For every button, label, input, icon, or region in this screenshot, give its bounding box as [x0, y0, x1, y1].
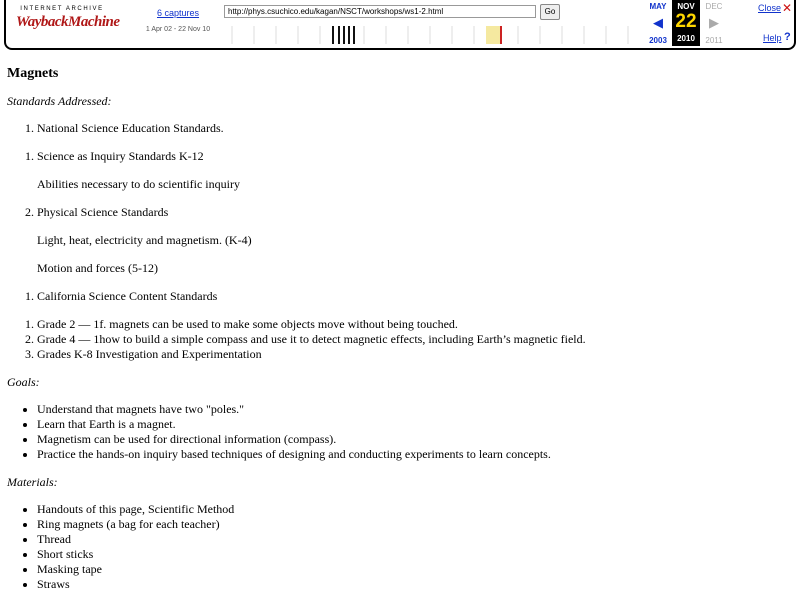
- list-item: • Thread: [37, 532, 787, 547]
- list-item: • Practice the hands-on inquiry based techniques of designing and conducting experiments to learn concepts.: [37, 447, 787, 462]
- current-year-highlight: [486, 26, 500, 44]
- go-button[interactable]: Go: [540, 4, 560, 20]
- prev-month[interactable]: MAY: [649, 2, 667, 11]
- close-icon[interactable]: ✕: [782, 1, 793, 15]
- current-capture-marker: [500, 26, 502, 44]
- next-month: DEC: [705, 2, 723, 11]
- list-item: • Handouts of this page, Scientific Method: [37, 502, 787, 517]
- capture-bar: [353, 26, 355, 44]
- capture-sparkline[interactable]: [222, 24, 642, 46]
- page-content: [7, 60, 787, 592]
- next-arrow-icon: ▶: [709, 15, 719, 30]
- list-item: • Magnetism can be used for directional information (compass).: [37, 432, 787, 447]
- sub-item: Abilities necessary to do scientific inquiry: [37, 177, 240, 191]
- nse-list-continued: [7, 205, 787, 220]
- capture-bar: [332, 26, 334, 44]
- capture-bar: [343, 26, 345, 44]
- list-item: 1. National Science Education Standards.: [37, 121, 787, 136]
- month-navigator: [642, 0, 732, 48]
- next-year: 2011: [705, 36, 723, 45]
- list-item: • Understand that magnets have two "poles.": [37, 402, 787, 417]
- wayback-logo[interactable]: [16, 6, 120, 40]
- list-item: 2. Physical Science Standards: [37, 205, 787, 220]
- list-item: 1. California Science Content Standards: [37, 289, 787, 304]
- logo-top-text: INTERNET ARCHIVE: [20, 6, 104, 12]
- list-item: 1. Grade 2 — 1f. magnets can be used to make some objects move without being touched.: [37, 317, 787, 332]
- materials-list: [7, 502, 787, 592]
- materials-heading: Materials:: [7, 475, 58, 489]
- captures-link[interactable]: 6 captures: [156, 8, 200, 18]
- url-input[interactable]: [224, 5, 536, 18]
- capture-bar: [348, 26, 350, 44]
- current-year: 2010: [677, 34, 695, 43]
- list-item: • Masking tape: [37, 562, 787, 577]
- current-day: 22: [675, 11, 697, 32]
- current-capture: [672, 0, 700, 46]
- standards-list: [7, 121, 787, 136]
- standards-heading: Standards Addressed:: [7, 94, 112, 108]
- list-item: 2. Grade 4 — 1how to build a simple compass and use it to detect magnetic effects, including Earth’s magnetic field.: [37, 332, 787, 347]
- current-month: NOV: [677, 2, 695, 11]
- prev-year[interactable]: 2003: [649, 36, 667, 45]
- sub-item: Motion and forces (5-12): [37, 261, 158, 275]
- close-link[interactable]: Close: [758, 3, 782, 13]
- capture-bar: [338, 26, 340, 44]
- ca-standards-list: [7, 317, 787, 362]
- capture-range: 1 Apr 02 - 22 Nov 10: [145, 26, 211, 33]
- goals-list: [7, 402, 787, 462]
- prev-capture[interactable]: [644, 0, 672, 48]
- sub-item: Light, heat, electricity and magnetism. (K-4): [37, 233, 252, 247]
- list-item: • Learn that Earth is a magnet.: [37, 417, 787, 432]
- ca-heading-list: [7, 289, 787, 304]
- help-icon[interactable]: ?: [784, 31, 791, 43]
- nse-list: [7, 149, 787, 164]
- goals-heading: Goals:: [7, 375, 40, 389]
- page-title: Magnets: [7, 66, 59, 81]
- list-item: • Ring magnets (a bag for each teacher): [37, 517, 787, 532]
- list-item: 3. Grades K-8 Investigation and Experimentation: [37, 347, 787, 362]
- wayback-toolbar: [4, 0, 796, 50]
- help-link[interactable]: Help: [763, 33, 782, 43]
- list-item: • Straws: [37, 577, 787, 592]
- prev-arrow-icon[interactable]: ◀: [653, 15, 663, 30]
- list-item: • Short sticks: [37, 547, 787, 562]
- list-item: 1. Science as Inquiry Standards K-12: [37, 149, 787, 164]
- logo-main-text: WaybackMachine: [16, 14, 120, 30]
- captures-info: [138, 8, 218, 33]
- next-capture: [700, 0, 728, 48]
